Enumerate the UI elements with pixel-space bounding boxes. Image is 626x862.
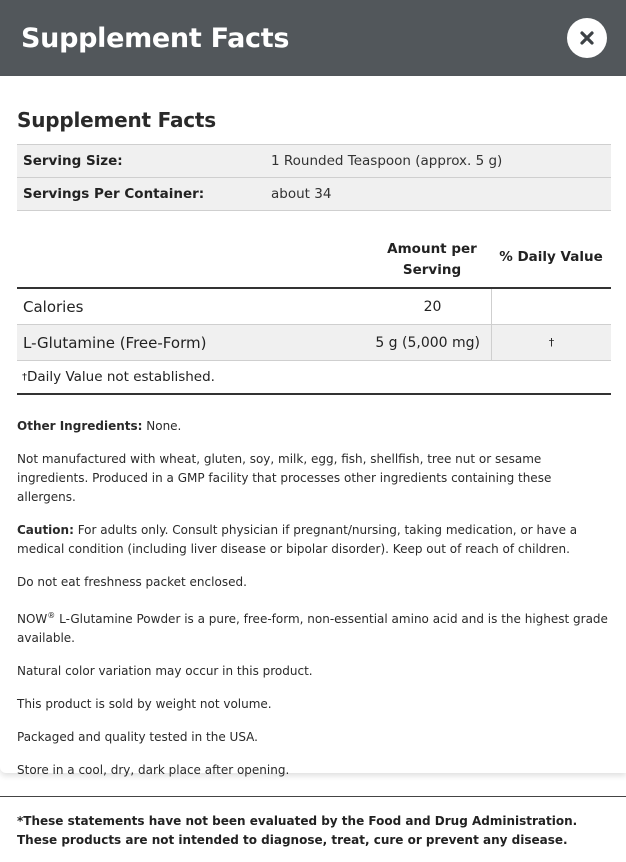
brand-name: NOW [17, 612, 48, 626]
nutrient-name: L-Glutamine (Free-Form) [23, 333, 207, 352]
nutrient-name: Calories [23, 297, 84, 316]
description-text: L-Glutamine Powder is a pure, free-form, non-essential amino acid and is the highest grade available. [17, 612, 608, 645]
footnote-text: Daily Value not established. [27, 369, 215, 385]
servings-per-container-value: about 34 [271, 186, 332, 202]
freshness-note: Do not eat freshness packet enclosed. [17, 575, 247, 589]
servings-per-container-label: Servings Per Container: [23, 186, 205, 202]
section-title: Supplement Facts [17, 108, 216, 132]
product-description [17, 606, 611, 648]
dagger-mark: † [22, 371, 27, 383]
nutrient-amount: 20 [423, 298, 442, 315]
product-notes [17, 417, 611, 794]
other-ingredients-label: Other Ingredients: [17, 419, 143, 433]
storage-note: Store in a cool, dry, dark place after opening. [17, 763, 290, 777]
allergen-statement: Not manufactured with wheat, gluten, soy, milk, egg, fish, shellfish, tree nut or sesame ingredients. Produced in a GMP facility that processes other ingredients containing these allergens. [17, 452, 552, 504]
modal-header [0, 0, 626, 76]
close-button[interactable] [567, 18, 607, 58]
close-x-icon [579, 30, 595, 46]
other-ingredients [17, 417, 611, 436]
amount-per-serving-header: Amount per Serving [387, 241, 477, 278]
fda-disclaimer: *These statements have not been evaluated by the Food and Drug Administration. These products are not intended to diagnose, treat, cure or prevent any disease. [0, 796, 626, 850]
nutrient-amount: 5 g (5,000 mg) [375, 334, 480, 351]
caution-text: For adults only. Consult physician if pregnant/nursing, taking medication, or have a medical condition (including liver disease or bipolar disorder). Keep out of reach of children. [17, 523, 578, 556]
daily-value-footnote [17, 361, 611, 395]
caution-statement [17, 521, 611, 559]
modal-body [0, 76, 626, 777]
daily-value-header: % Daily Value [499, 249, 603, 265]
serving-size-value: 1 Rounded Teaspoon (approx. 5 g) [271, 153, 503, 169]
nutrient-table [17, 287, 611, 395]
serving-table [17, 144, 611, 211]
registered-mark: ® [47, 611, 56, 620]
other-ingredients-value: None. [142, 419, 182, 433]
nutrient-row [17, 289, 611, 325]
servings-per-container-row [17, 178, 611, 211]
color-note: Natural color variation may occur in this product. [17, 664, 313, 678]
modal-title: Supplement Facts [21, 22, 290, 54]
nutrient-daily-value [491, 289, 611, 324]
serving-size-row [17, 145, 611, 178]
nutrient-row [17, 325, 611, 361]
serving-size-label: Serving Size: [23, 153, 123, 169]
weight-note: This product is sold by weight not volume. [17, 697, 272, 711]
nutrient-daily-value: † [491, 325, 611, 360]
caution-label: Caution: [17, 523, 74, 537]
packaged-note: Packaged and quality tested in the USA. [17, 730, 258, 744]
